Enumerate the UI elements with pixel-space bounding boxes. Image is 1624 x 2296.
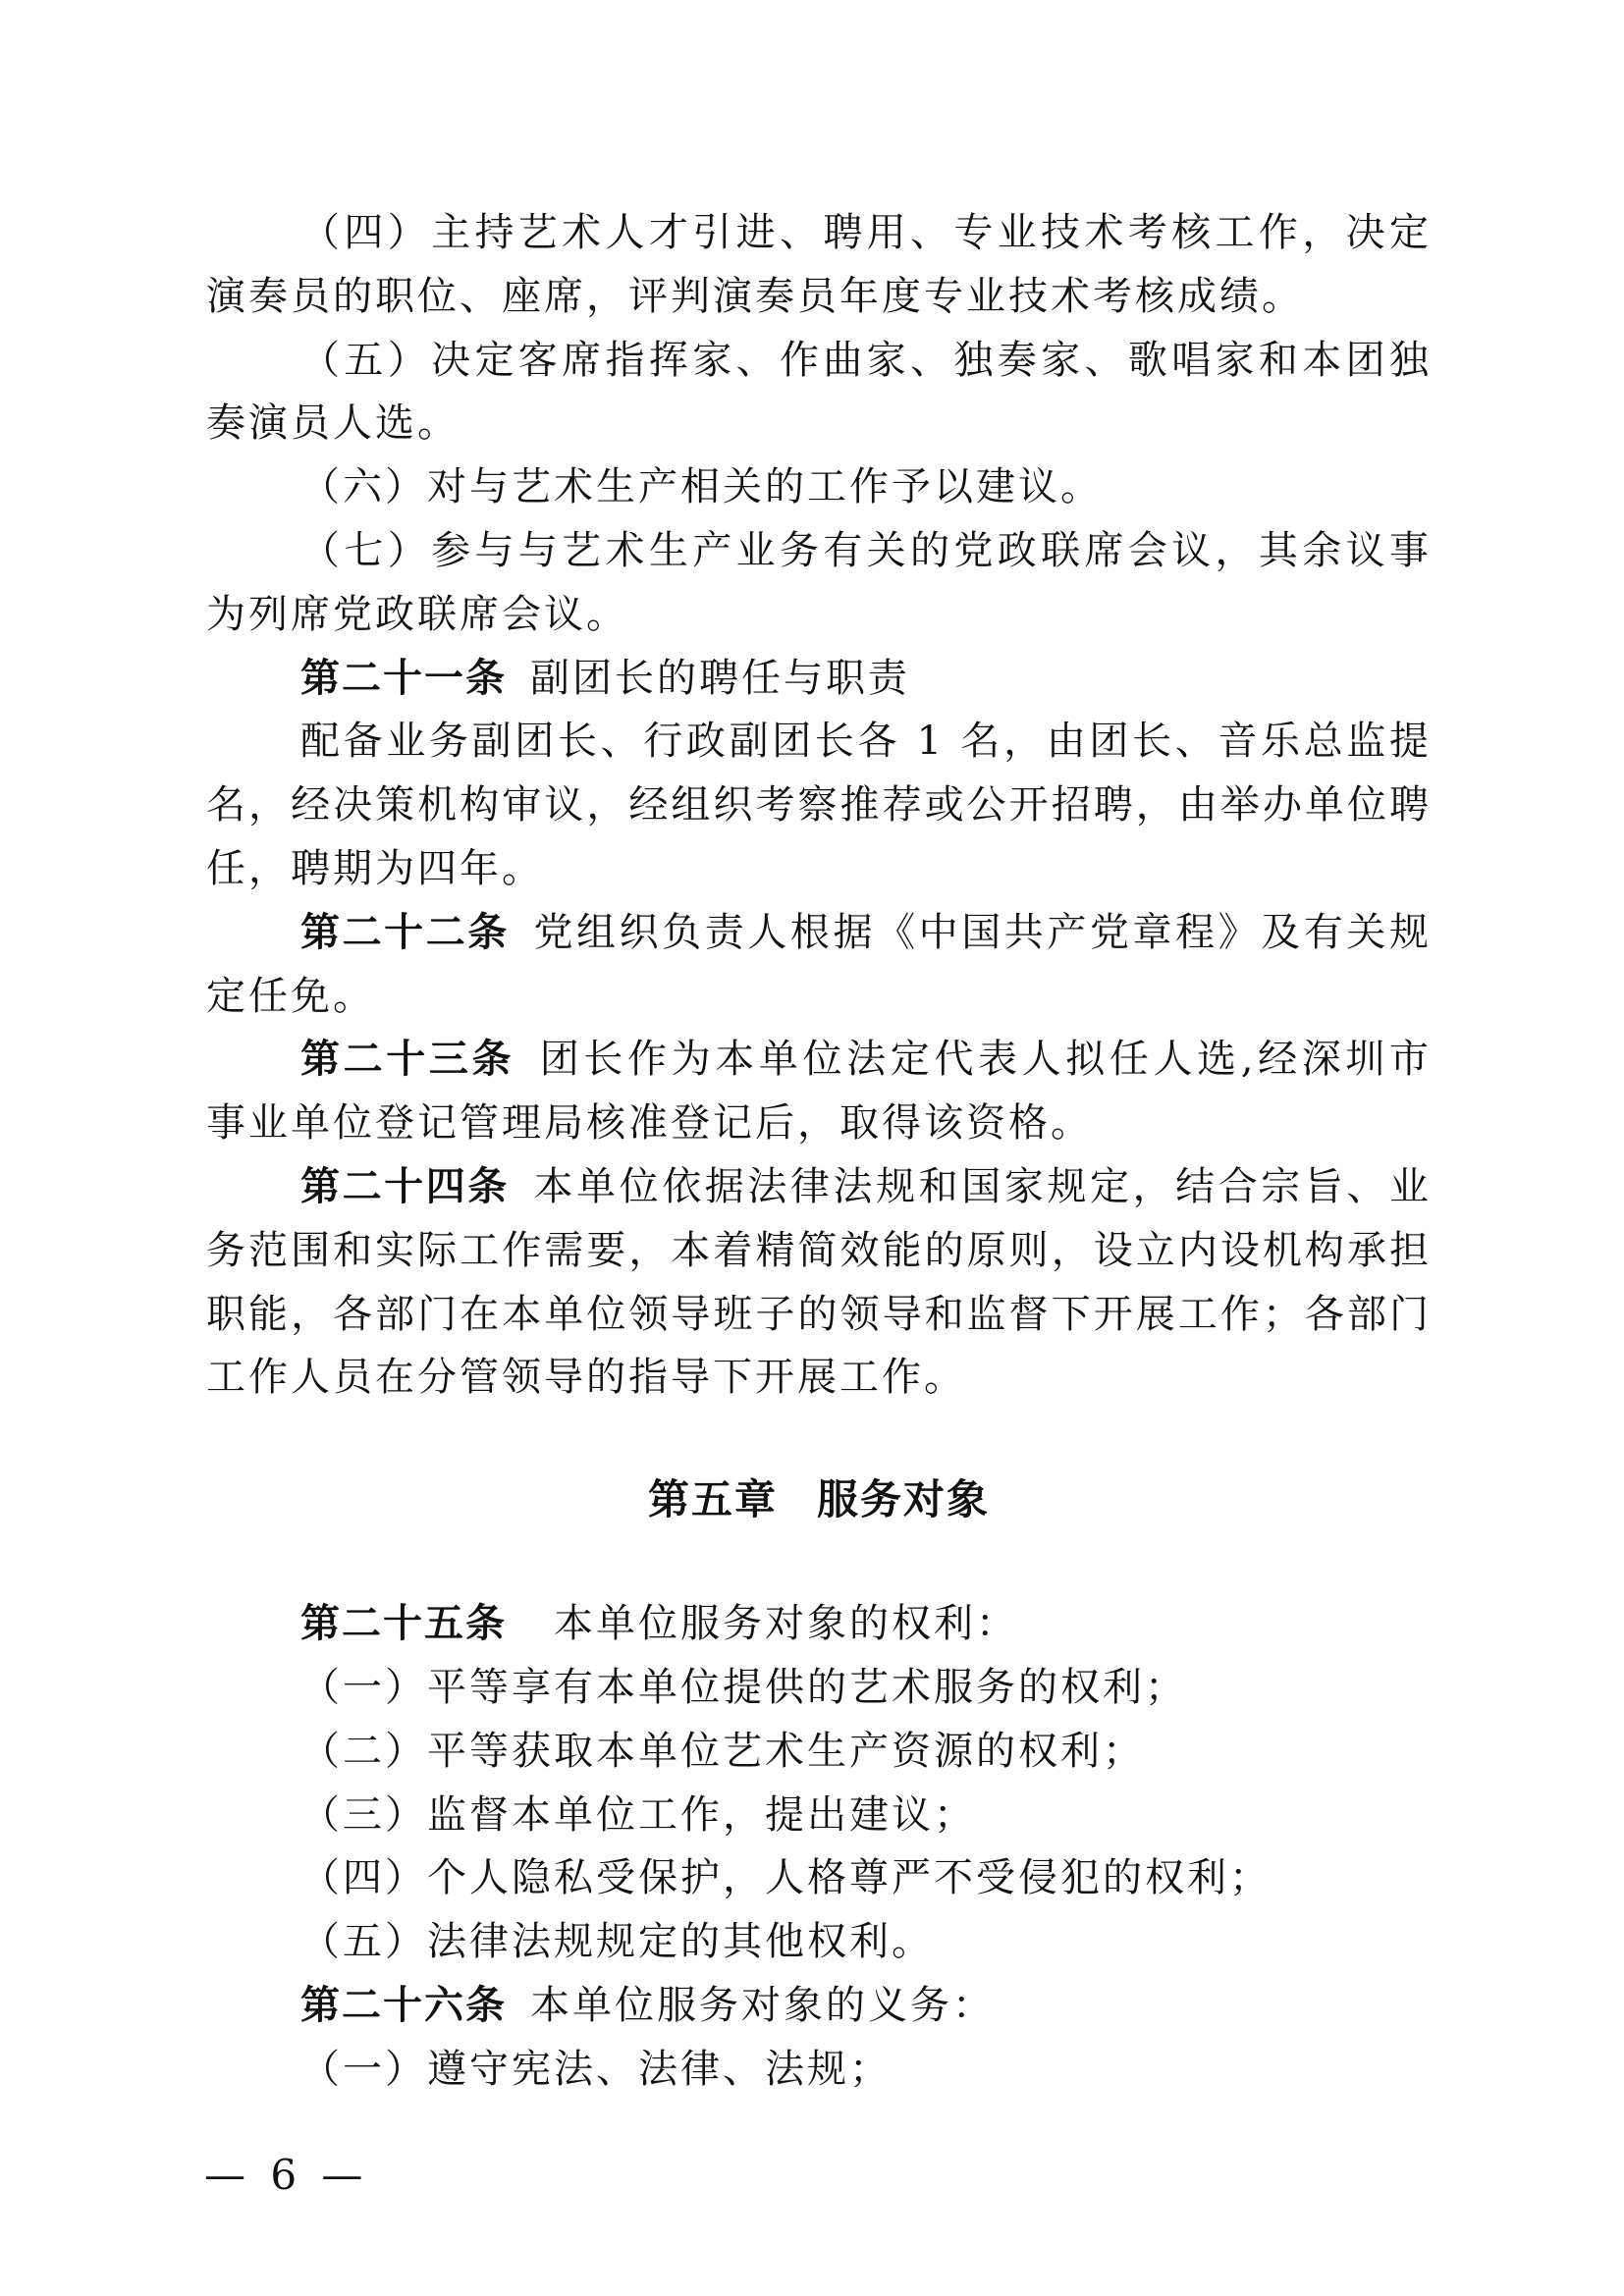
- article-21-body: 配备业务副团长、行政副团长各 1 名，由团长、音乐总监提名，经决策机构审议，经组织考察推荐或公开招聘，由举办单位聘任，聘期为四年。: [206, 719, 1432, 891]
- paragraph-item-7: （七）参与与艺术生产业务有关的党政联席会议，其余议事为列席党政联席会议。: [206, 527, 1432, 637]
- article-23: [206, 1028, 1432, 1155]
- article-24-body: 本单位依据法律法规和国家规定，结合宗旨、业务范围和实际工作需要，本着精简效能的原则，设立内设机构承担职能，各部门在本单位领导班子的领导和监督下开展工作；各部门工作人员在分管领导的指导下开展工作。: [206, 1163, 1433, 1401]
- article-25-number: 第二十五条: [300, 1601, 507, 1647]
- paragraph-item-4: （四）主持艺术人才引进、聘用、专业技术考核工作，决定演奏员的职位、座席，评判演奏员年度专业技术考核成绩。: [206, 210, 1432, 319]
- article-22: [206, 901, 1432, 1029]
- article-25-item-5: （五）法律法规规定的其他权利。: [300, 1919, 934, 1965]
- article-25: [206, 1592, 1432, 1656]
- article-23-body: 团长作为本单位法定代表人拟任人选,经深圳市事业单位登记管理局核准登记后，取得该资格。: [206, 1037, 1433, 1147]
- article-25-item-2: （二）平等获取本单位艺术生产资源的权利；: [300, 1728, 1145, 1774]
- chapter-title: 服务对象: [817, 1475, 991, 1524]
- article-21-heading: [206, 647, 1432, 711]
- article-24-number: 第二十四条: [300, 1163, 510, 1209]
- body-text: [206, 201, 1432, 2102]
- article-22-body: 党组织负责人根据《中国共产党章程》及有关规定任免。: [206, 909, 1433, 1019]
- chapter-heading: [206, 1468, 1432, 1531]
- article-26-body: 本单位服务对象的义务：: [530, 1982, 995, 2028]
- page-number: — 6 —: [204, 2151, 369, 2199]
- article-26-number: 第二十六条: [300, 1982, 507, 2028]
- article-21-title: 副团长的聘任与职责: [530, 655, 910, 701]
- paragraph-item-6: （六）对与艺术生产相关的工作予以建议。: [300, 464, 1103, 510]
- article-25-item-4: （四）个人隐私受保护，人格尊严不受侵犯的权利；: [300, 1855, 1272, 1901]
- chapter-number: 第五章: [647, 1475, 778, 1524]
- article-25-item-1: （一）平等享有本单位提供的艺术服务的权利；: [300, 1664, 1187, 1710]
- article-25-body: 本单位服务对象的权利：: [554, 1601, 1018, 1647]
- article-22-number: 第二十二条: [300, 909, 510, 955]
- article-24: [206, 1155, 1432, 1410]
- article-23-number: 第二十三条: [300, 1037, 515, 1083]
- article-26: [206, 1974, 1432, 2038]
- article-25-item-3: （三）监督本单位工作，提出建议；: [300, 1791, 976, 1838]
- paragraph-item-5: （五）决定客席指挥家、作曲家、独奏家、歌唱家和本团独奏演员人选。: [206, 337, 1432, 447]
- article-21-number: 第二十一条: [300, 655, 507, 701]
- article-26-item-1: （一）遵守宪法、法律、法规；: [300, 2046, 892, 2092]
